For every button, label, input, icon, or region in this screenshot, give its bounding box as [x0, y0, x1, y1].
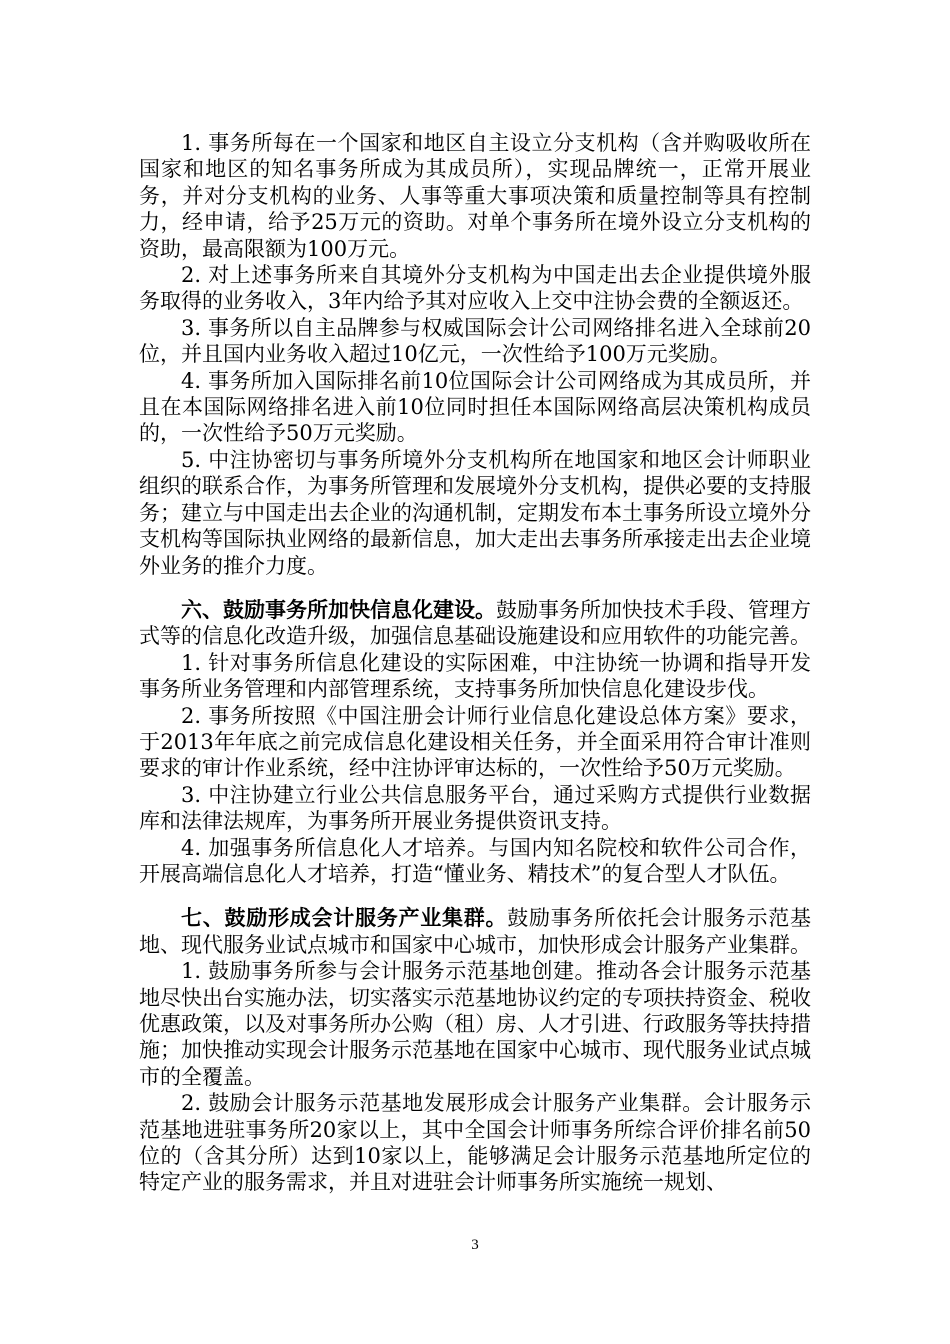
- paragraph-text: 5. 中注协密切与事务所境外分支机构所在地国家和地区会计师职业组织的联系合作，为事务所管理和发展境外分支机构，提供必要的支持服务；建立与中国走出去企业的沟通机制，定期发布本土事务所设立境外分支机构等国际执业网络的最新信息，加大走出去事务所承接走出去企业境外业务的推介力度。: [139, 447, 811, 578]
- paragraph-text: 3. 中注协建立行业公共信息服务平台，通过采购方式提供行业数据库和法律法规库，为事务所开展业务提供资讯支持。: [139, 782, 811, 834]
- paragraph-text: 2. 鼓励会计服务示范基地发展形成会计服务产业集群。会计服务示范基地进驻事务所20家以上，其中全国会计师事务所综合评价排名前50位的（含其分所）达到10家以上，能够满足会计服务示范基地所定位的特定产业的服务需求，并且对进驻会计师事务所实施统一规划、: [139, 1091, 811, 1195]
- paragraph-text: 4. 事务所加入国际排名前10位国际会计公司网络成为其成员所，并且在本国际网络排名进入前10位同时担任本国际网络高层决策机构成员的，一次性给予50万元奖励。: [139, 368, 811, 446]
- paragraph-4: [139, 368, 811, 447]
- paragraph-12: [139, 958, 811, 1090]
- paragraph-7: [139, 650, 811, 703]
- section-heading: 六、鼓励事务所加快信息化建设。: [181, 596, 496, 622]
- paragraph-5: [139, 447, 811, 579]
- paragraph-text: 鼓励事务所依托会计服务示范基地、现代服务业试点城市和国家中心城市，加快形成会计服务产业集群。: [139, 906, 811, 957]
- paragraph-9: [139, 782, 811, 835]
- paragraph-text: 2. 对上述事务所来自其境外分支机构为中国走出去企业提供境外服务取得的业务收入，3年内给予其对应收入上交中注协会费的全额返还。: [139, 263, 811, 314]
- section-six-intro: [139, 597, 811, 650]
- paragraph-13: [139, 1090, 811, 1196]
- paragraph-2: [139, 262, 811, 315]
- paragraph-text: 1. 针对事务所信息化建设的实际困难，中注协统一协调和指导开发事务所业务管理和内部管理系统，支持事务所加快信息化建设步伐。: [139, 650, 811, 702]
- paragraph-text: 1. 事务所每在一个国家和地区自主设立分支机构（含并购吸收所在国家和地区的知名事务所成为其成员所），实现品牌统一，正常开展业务，并对分支机构的业务、人事等重大事项决策和质量控制等具有控制力，经申请，给予25万元的资助。对单个事务所在境外设立分支机构的资助，最高限额为100万元。: [139, 131, 811, 261]
- paragraph-1: [139, 130, 811, 262]
- paragraph-text: 3. 事务所以自主品牌参与权威国际会计公司网络排名进入全球前20位，并且国内业务收入超过10亿元，一次性给予100万元奖励。: [139, 315, 811, 367]
- paragraph-8: [139, 703, 811, 782]
- section-heading: 七、鼓励形成会计服务产业集群。: [181, 905, 508, 931]
- paragraph-text: 1. 鼓励事务所参与会计服务示范基地创建。推动各会计服务示范基地尽快出台实施办法，切实落实示范基地协议约定的专项扶持资金、税收优惠政策，以及对事务所办公购（租）房、人才引进、行政服务等扶持措施；加快推动实现会计服务示范基地在国家中心城市、现代服务业试点城市的全覆盖。: [139, 959, 811, 1089]
- page-number: 3: [471, 1237, 479, 1253]
- paragraph-text: 4. 加强事务所信息化人才培养。与国内知名院校和软件公司合作，开展高端信息化人才培养，打造“懂业务、精技术”的复合型人才队伍。: [139, 835, 811, 886]
- paragraph-3: [139, 315, 811, 368]
- section-seven-intro: [139, 905, 811, 958]
- paragraph-10: [139, 835, 811, 888]
- paragraph-text: 鼓励事务所加快技术手段、管理方式等的信息化改造升级，加强信息基础设施建设和应用软件的功能完善。: [139, 597, 811, 649]
- document-body: [139, 130, 811, 1196]
- paragraph-text: 2. 事务所按照《中国注册会计师行业信息化建设总体方案》要求，于2013年年底之前完成信息化建设相关任务，并全面采用符合审计准则要求的审计作业系统，经中注协评审达标的，一次性给予50万元奖励。: [139, 703, 811, 781]
